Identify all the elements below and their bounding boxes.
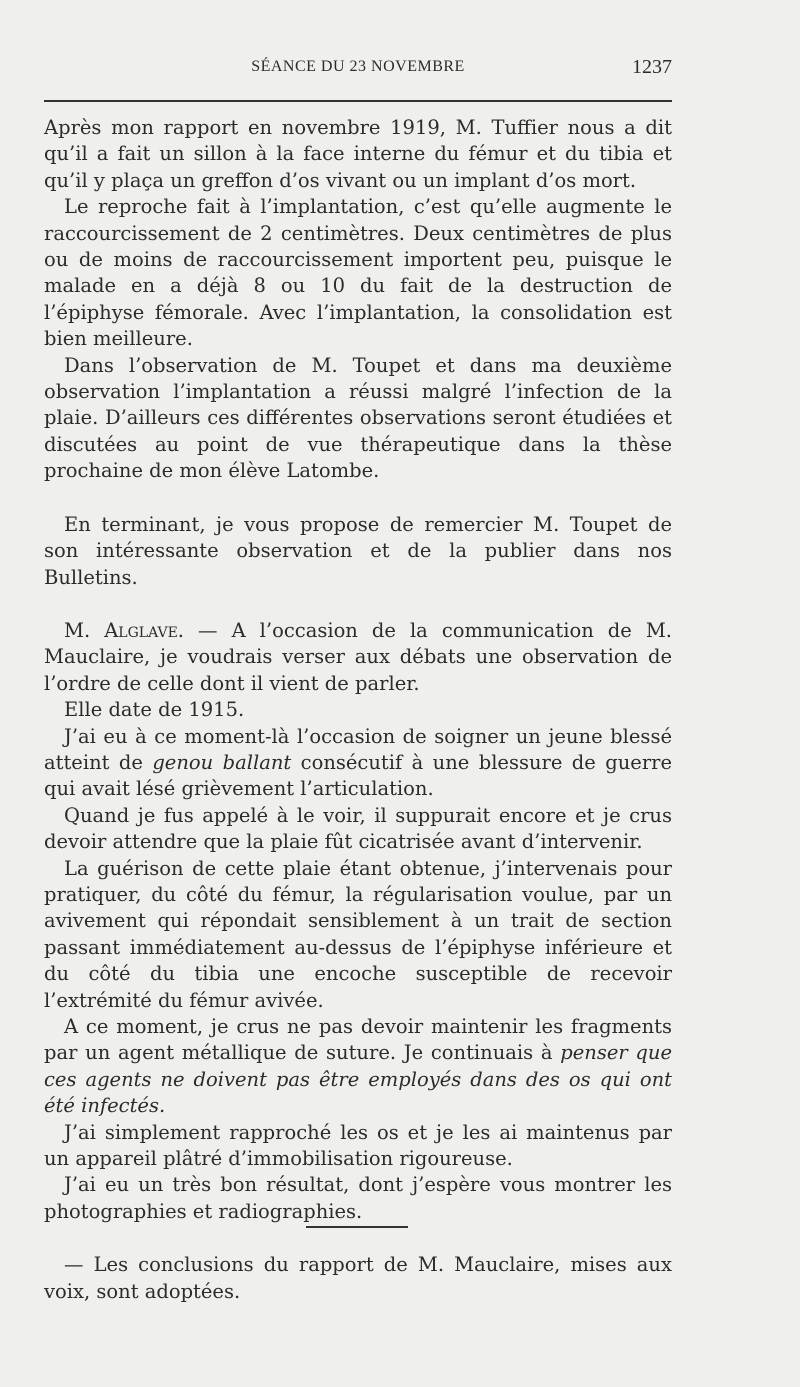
text-run: consécutif à une blessure de guerre qui avait lésé grièvement l’articulation. — [44, 750, 673, 801]
speaker-name: Alglave. — [104, 618, 185, 642]
running-header — [44, 58, 672, 84]
body-text — [44, 115, 672, 1305]
text-run: A ce moment, je crus ne pas devoir maintenir les fragments par un agent métallique de suture. Je continuais à — [44, 1015, 672, 1065]
header-rule — [44, 100, 672, 102]
paragraph: Elle date de 1915. — [64, 698, 245, 722]
paragraph-genou — [44, 724, 672, 803]
paragraph: Après mon rapport en novembre 1919, M. Tuffier nous a dit qu’il a fait un sillon à la face interne du fémur et du tibia et qu’il y plaça un greffon d’os vivant ou un implant d’os mort. — [44, 116, 672, 192]
header-title: SÉANCE DU 23 NOVEMBRE — [251, 58, 465, 75]
paragraph: Quand je fus appelé à le voir, il suppurait encore et je crus devoir attendre que la plaie fût cicatrisée avant d’intervenir. — [44, 803, 672, 854]
paragraph-suture — [44, 1014, 672, 1120]
paragraph: La guérison de cette plaie étant obtenue, j’intervenais pour pratiquer, du côté du fémur, la régularisation voulue, par un avivement qui répondait sensiblement à un trait de section passant immédiatement au-dessus de l’épiphyse inférieure et du côté du tibia une encoche susceptible de recevoir l’extrémité du fémur avivée. — [44, 856, 672, 1012]
closing-rule — [306, 1226, 408, 1228]
page-number: 1237 — [632, 56, 672, 78]
alglave-paragraph — [44, 618, 672, 697]
paragraph: J’ai simplement rapproché les os et je les ai maintenus par un appareil plâtré d’immobilisation rigoureuse. — [44, 1120, 672, 1171]
alglave-text: — A l’occasion de la communication de M. Mauclaire, je voudrais verser aux débats une observation de l’ordre de celle dont il vient de parler. — [44, 618, 672, 695]
paragraph: — Les conclusions du rapport de M. Mauclaire, mises aux voix, sont adoptées. — [44, 1253, 672, 1303]
paragraph: Le reproche fait à l’implantation, c’est qu’elle augmente le raccourcissement de 2 centimètres. Deux centimètres de plus ou de moins de raccourcissement importent peu, puisque le malade en a déjà 8 ou 10 du fait de la destruction de l’épiphyse fémorale. Avec l’implantation, la consolidation est bien meilleure. — [44, 195, 672, 351]
paragraph-gap — [44, 485, 672, 512]
paragraph: En terminant, je vous propose de remercier M. Toupet de son intéressante observation et de la publier dans nos Bulletins. — [44, 512, 672, 589]
paragraph-gap — [44, 591, 672, 618]
italic-term: genou ballant — [152, 750, 292, 774]
italic-phrase: penser que ces agents ne doivent pas être employés dans des os qui ont été infectés. — [44, 1041, 672, 1118]
speaker-prefix: M. — [64, 618, 91, 642]
text-run: J’ai eu à ce moment-là l’occasion de soigner un jeune blessé atteint de — [44, 724, 672, 774]
paragraph: J’ai eu un très bon résultat, dont j’espère vous montrer les photographies et radiographies. — [44, 1173, 672, 1223]
paragraph: Dans l’observation de M. Toupet et dans ma deuxième observation l’implantation a réussi malgré l’infection de la plaie. D’ailleurs ces différentes observations seront étudiées et discutées au point de vue thérapeutique dans la thèse prochaine de mon élève Latombe. — [44, 353, 672, 483]
paragraph-gap — [44, 1225, 672, 1252]
